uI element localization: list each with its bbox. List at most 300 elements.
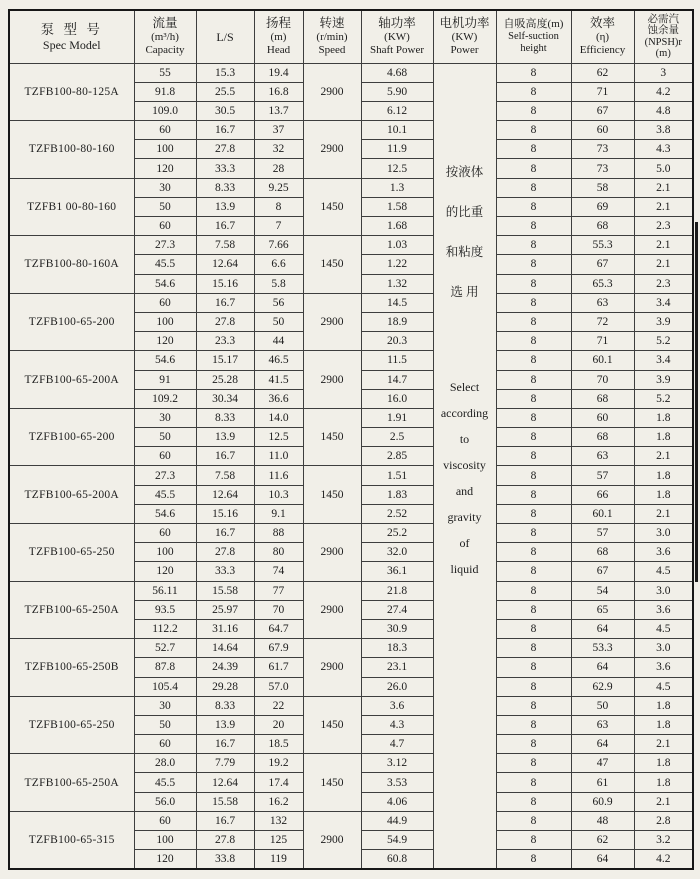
cell-efficiency: 71 — [571, 82, 634, 101]
cell-shaft-power: 4.68 — [361, 63, 433, 82]
cell-capacity: 30 — [134, 696, 196, 715]
cell-capacity: 50 — [134, 715, 196, 734]
cell-shaft-power: 3.6 — [361, 696, 433, 715]
header-npsh-l3: (NPSH)r — [644, 36, 682, 48]
cell-capacity: 30 — [134, 408, 196, 427]
motor-power-note-cell — [433, 63, 496, 869]
cell-speed: 2900 — [303, 811, 361, 869]
cell-speed: 1450 — [303, 408, 361, 466]
cell-shaft-power: 6.12 — [361, 101, 433, 120]
cell-efficiency: 63 — [571, 715, 634, 734]
cell-efficiency: 67 — [571, 255, 634, 274]
cell-efficiency: 60.1 — [571, 351, 634, 370]
cell-liters-per-second: 15.16 — [196, 274, 254, 293]
cell-liters-per-second: 27.8 — [196, 543, 254, 562]
cell-npsh: 2.1 — [634, 178, 693, 197]
cell-liters-per-second: 12.64 — [196, 255, 254, 274]
header-shaft-power-cn: 轴功率 — [378, 16, 416, 31]
cell-head: 36.6 — [254, 389, 303, 408]
cell-efficiency: 60.9 — [571, 792, 634, 811]
cell-head: 132 — [254, 811, 303, 830]
cell-self-suction: 8 — [496, 408, 571, 427]
cell-liters-per-second: 16.7 — [196, 447, 254, 466]
cell-capacity: 87.8 — [134, 658, 196, 677]
cell-capacity: 60 — [134, 524, 196, 543]
cell-head: 8 — [254, 197, 303, 216]
cell-model: TZFB100-80-160A — [9, 236, 134, 294]
cell-speed: 1450 — [303, 696, 361, 754]
header-capacity-unit: (m³/h) — [151, 31, 179, 44]
cell-self-suction: 8 — [496, 773, 571, 792]
cell-shaft-power: 26.0 — [361, 677, 433, 696]
cell-capacity: 54.6 — [134, 351, 196, 370]
power-note-line: Select — [449, 379, 480, 394]
cell-capacity: 60 — [134, 735, 196, 754]
power-note-line: of — [459, 535, 470, 550]
cell-self-suction: 8 — [496, 121, 571, 140]
cell-efficiency: 73 — [571, 140, 634, 159]
cell-efficiency: 62.9 — [571, 677, 634, 696]
cell-head: 11.0 — [254, 447, 303, 466]
header-shaft-power-unit: (KW) — [384, 31, 410, 44]
cell-head: 5.8 — [254, 274, 303, 293]
cell-npsh: 3.9 — [634, 312, 693, 331]
cell-shaft-power: 1.03 — [361, 236, 433, 255]
cell-efficiency: 70 — [571, 370, 634, 389]
cell-liters-per-second: 16.7 — [196, 217, 254, 236]
cell-liters-per-second: 30.5 — [196, 101, 254, 120]
header-head-cn: 扬程 — [265, 16, 291, 31]
cell-head: 19.4 — [254, 63, 303, 82]
cell-head: 11.6 — [254, 466, 303, 485]
cell-liters-per-second: 27.8 — [196, 140, 254, 159]
cell-model: TZFB100-65-200A — [9, 466, 134, 524]
cell-self-suction: 8 — [496, 715, 571, 734]
power-note-line: 按液体 — [445, 164, 484, 179]
cell-self-suction: 8 — [496, 600, 571, 619]
table-row — [9, 696, 693, 715]
cell-npsh: 4.3 — [634, 140, 693, 159]
cell-npsh: 4.2 — [634, 850, 693, 869]
cell-liters-per-second: 12.64 — [196, 485, 254, 504]
cell-head: 67.9 — [254, 639, 303, 658]
cell-self-suction: 8 — [496, 82, 571, 101]
header-head — [254, 10, 303, 63]
cell-npsh: 5.2 — [634, 332, 693, 351]
header-speed-cn: 转速 — [319, 16, 345, 31]
cell-efficiency: 60 — [571, 408, 634, 427]
cell-liters-per-second: 7.58 — [196, 236, 254, 255]
cell-shaft-power: 20.3 — [361, 332, 433, 351]
cell-liters-per-second: 13.9 — [196, 715, 254, 734]
cell-self-suction: 8 — [496, 754, 571, 773]
cell-shaft-power: 23.1 — [361, 658, 433, 677]
cell-head: 18.5 — [254, 735, 303, 754]
cell-head: 32 — [254, 140, 303, 159]
cell-self-suction: 8 — [496, 312, 571, 331]
cell-model: TZFB100-65-200A — [9, 351, 134, 409]
cell-self-suction: 8 — [496, 351, 571, 370]
cell-capacity: 27.3 — [134, 466, 196, 485]
cell-efficiency: 71 — [571, 332, 634, 351]
header-speed-en: Speed — [318, 44, 346, 57]
cell-head: 57.0 — [254, 677, 303, 696]
cell-npsh: 4.8 — [634, 101, 693, 120]
cell-npsh: 2.1 — [634, 447, 693, 466]
table-row — [9, 754, 693, 773]
cell-npsh: 1.8 — [634, 408, 693, 427]
cell-liters-per-second: 30.34 — [196, 389, 254, 408]
cell-efficiency: 67 — [571, 101, 634, 120]
cell-efficiency: 73 — [571, 159, 634, 178]
cell-self-suction: 8 — [496, 639, 571, 658]
cell-liters-per-second: 7.58 — [196, 466, 254, 485]
cell-capacity: 120 — [134, 159, 196, 178]
cell-liters-per-second: 15.16 — [196, 504, 254, 523]
cell-self-suction: 8 — [496, 619, 571, 638]
cell-capacity: 120 — [134, 562, 196, 581]
cell-npsh: 3.4 — [634, 351, 693, 370]
cell-speed: 2900 — [303, 63, 361, 121]
cell-speed: 2900 — [303, 581, 361, 639]
header-head-en: Head — [266, 44, 291, 57]
cell-model: TZFB100-65-250B — [9, 639, 134, 697]
cell-capacity: 109.2 — [134, 389, 196, 408]
cell-speed: 1450 — [303, 236, 361, 294]
cell-self-suction: 8 — [496, 696, 571, 715]
cell-liters-per-second: 15.58 — [196, 581, 254, 600]
header-speed-unit: (r/min) — [316, 31, 348, 44]
cell-shaft-power: 25.2 — [361, 524, 433, 543]
header-motor-power-en: Power — [450, 44, 479, 57]
cell-npsh: 1.8 — [634, 754, 693, 773]
cell-efficiency: 72 — [571, 312, 634, 331]
cell-liters-per-second: 25.97 — [196, 600, 254, 619]
cell-liters-per-second: 15.17 — [196, 351, 254, 370]
header-self-suction — [496, 10, 571, 63]
cell-self-suction: 8 — [496, 140, 571, 159]
cell-shaft-power: 4.06 — [361, 792, 433, 811]
table-row — [9, 178, 693, 197]
cell-head: 125 — [254, 831, 303, 850]
cell-head: 41.5 — [254, 370, 303, 389]
cell-liters-per-second: 33.3 — [196, 159, 254, 178]
cell-efficiency: 63 — [571, 293, 634, 312]
cell-liters-per-second: 8.33 — [196, 696, 254, 715]
cell-self-suction: 8 — [496, 332, 571, 351]
cell-model: TZFB100-65-200 — [9, 293, 134, 351]
cell-shaft-power: 2.85 — [361, 447, 433, 466]
cell-self-suction: 8 — [496, 236, 571, 255]
cell-model: TZFB100-65-250A — [9, 754, 134, 812]
power-note-line: according — [440, 405, 489, 420]
cell-capacity: 45.5 — [134, 485, 196, 504]
header-ls-label: L/S — [216, 29, 234, 44]
power-note-line: and — [455, 483, 474, 498]
cell-head: 56 — [254, 293, 303, 312]
table-row — [9, 351, 693, 370]
cell-self-suction: 8 — [496, 792, 571, 811]
cell-head: 16.8 — [254, 82, 303, 101]
cell-head: 37 — [254, 121, 303, 140]
cell-capacity: 50 — [134, 197, 196, 216]
cell-liters-per-second: 33.8 — [196, 850, 254, 869]
cell-shaft-power: 32.0 — [361, 543, 433, 562]
cell-efficiency: 57 — [571, 524, 634, 543]
cell-shaft-power: 27.4 — [361, 600, 433, 619]
cell-liters-per-second: 27.8 — [196, 312, 254, 331]
cell-model: TZFB100-65-250A — [9, 581, 134, 639]
cell-shaft-power: 5.90 — [361, 82, 433, 101]
cell-shaft-power: 4.7 — [361, 735, 433, 754]
header-motor-power-cn: 电机功率 — [439, 16, 490, 31]
cell-efficiency: 64 — [571, 735, 634, 754]
cell-head: 77 — [254, 581, 303, 600]
power-note-line: 和粘度 — [445, 244, 484, 259]
cell-self-suction: 8 — [496, 524, 571, 543]
cell-efficiency: 55.3 — [571, 236, 634, 255]
cell-npsh: 2.3 — [634, 274, 693, 293]
cell-npsh: 2.1 — [634, 255, 693, 274]
cell-head: 10.3 — [254, 485, 303, 504]
table-row — [9, 408, 693, 427]
header-efficiency-cn: 效率 — [589, 16, 615, 31]
cell-shaft-power: 18.9 — [361, 312, 433, 331]
cell-npsh: 1.8 — [634, 696, 693, 715]
cell-speed: 1450 — [303, 466, 361, 524]
cell-liters-per-second: 16.7 — [196, 121, 254, 140]
cell-model: TZFB100-65-200 — [9, 408, 134, 466]
cell-capacity: 60 — [134, 293, 196, 312]
table-row — [9, 639, 693, 658]
cell-model: TZFB100-65-250 — [9, 524, 134, 582]
cell-shaft-power: 3.12 — [361, 754, 433, 773]
cell-liters-per-second: 8.33 — [196, 408, 254, 427]
cell-efficiency: 65.3 — [571, 274, 634, 293]
header-capacity-cn: 流量 — [152, 16, 178, 31]
cell-efficiency: 48 — [571, 811, 634, 830]
cell-npsh: 2.8 — [634, 811, 693, 830]
cell-self-suction: 8 — [496, 389, 571, 408]
cell-self-suction: 8 — [496, 255, 571, 274]
cell-model: TZFB100-80-160 — [9, 121, 134, 179]
cell-npsh: 3.6 — [634, 658, 693, 677]
cell-liters-per-second: 23.3 — [196, 332, 254, 351]
cell-efficiency: 68 — [571, 217, 634, 236]
cell-shaft-power: 2.52 — [361, 504, 433, 523]
cell-liters-per-second: 29.28 — [196, 677, 254, 696]
cell-shaft-power: 1.51 — [361, 466, 433, 485]
cell-shaft-power: 54.9 — [361, 831, 433, 850]
cell-liters-per-second: 16.7 — [196, 293, 254, 312]
cell-shaft-power: 3.53 — [361, 773, 433, 792]
cell-head: 28 — [254, 159, 303, 178]
cell-speed: 2900 — [303, 293, 361, 351]
power-note-line: 选 用 — [450, 284, 479, 299]
cell-self-suction: 8 — [496, 543, 571, 562]
scan-edge-artifact — [695, 222, 698, 582]
power-note-line: gravity — [447, 509, 482, 524]
cell-npsh: 3 — [634, 63, 693, 82]
power-note-line: 的比重 — [445, 204, 484, 219]
cell-liters-per-second: 7.79 — [196, 754, 254, 773]
cell-liters-per-second: 8.33 — [196, 178, 254, 197]
cell-efficiency: 66 — [571, 485, 634, 504]
cell-npsh: 1.8 — [634, 715, 693, 734]
cell-shaft-power: 14.5 — [361, 293, 433, 312]
cell-shaft-power: 21.8 — [361, 581, 433, 600]
cell-efficiency: 63 — [571, 447, 634, 466]
cell-capacity: 54.6 — [134, 504, 196, 523]
cell-liters-per-second: 13.9 — [196, 428, 254, 447]
header-self-suction-en1: Self-suction — [508, 30, 559, 42]
cell-shaft-power: 1.91 — [361, 408, 433, 427]
cell-self-suction: 8 — [496, 562, 571, 581]
cell-npsh: 3.6 — [634, 543, 693, 562]
cell-npsh: 3.0 — [634, 581, 693, 600]
cell-speed: 2900 — [303, 121, 361, 179]
cell-npsh: 2.1 — [634, 236, 693, 255]
table-row — [9, 293, 693, 312]
cell-liters-per-second: 14.64 — [196, 639, 254, 658]
cell-capacity: 56.0 — [134, 792, 196, 811]
cell-npsh: 3.4 — [634, 293, 693, 312]
header-capacity-en: Capacity — [145, 44, 185, 57]
cell-capacity: 100 — [134, 831, 196, 850]
cell-efficiency: 62 — [571, 63, 634, 82]
header-npsh-l1: 必需汽 — [647, 13, 679, 25]
cell-head: 80 — [254, 543, 303, 562]
cell-liters-per-second: 24.39 — [196, 658, 254, 677]
cell-liters-per-second: 27.8 — [196, 831, 254, 850]
cell-shaft-power: 16.0 — [361, 389, 433, 408]
cell-shaft-power: 14.7 — [361, 370, 433, 389]
cell-capacity: 120 — [134, 850, 196, 869]
cell-head: 14.0 — [254, 408, 303, 427]
cell-shaft-power: 30.9 — [361, 619, 433, 638]
cell-capacity: 60 — [134, 447, 196, 466]
cell-capacity: 54.6 — [134, 274, 196, 293]
cell-head: 12.5 — [254, 428, 303, 447]
cell-self-suction: 8 — [496, 293, 571, 312]
table-body — [9, 63, 693, 869]
power-note-line: liquid — [450, 561, 479, 576]
cell-efficiency: 69 — [571, 197, 634, 216]
cell-npsh: 3.9 — [634, 370, 693, 389]
cell-shaft-power: 1.83 — [361, 485, 433, 504]
cell-capacity: 60 — [134, 217, 196, 236]
cell-self-suction: 8 — [496, 370, 571, 389]
cell-efficiency: 64 — [571, 850, 634, 869]
cell-shaft-power: 10.1 — [361, 121, 433, 140]
cell-head: 20 — [254, 715, 303, 734]
cell-capacity: 27.3 — [134, 236, 196, 255]
cell-liters-per-second: 12.64 — [196, 773, 254, 792]
cell-shaft-power: 1.58 — [361, 197, 433, 216]
cell-head: 88 — [254, 524, 303, 543]
cell-efficiency: 54 — [571, 581, 634, 600]
cell-liters-per-second: 15.58 — [196, 792, 254, 811]
power-note-line: viscosity — [443, 457, 486, 472]
header-speed — [303, 10, 361, 63]
cell-efficiency: 68 — [571, 428, 634, 447]
cell-efficiency: 60 — [571, 121, 634, 140]
cell-efficiency: 67 — [571, 562, 634, 581]
cell-efficiency: 60.1 — [571, 504, 634, 523]
cell-head: 74 — [254, 562, 303, 581]
cell-model: TZFB100-65-250 — [9, 696, 134, 754]
cell-shaft-power: 4.3 — [361, 715, 433, 734]
cell-head: 70 — [254, 600, 303, 619]
cell-capacity: 100 — [134, 543, 196, 562]
cell-capacity: 50 — [134, 428, 196, 447]
cell-head: 17.4 — [254, 773, 303, 792]
cell-npsh: 3.0 — [634, 524, 693, 543]
cell-efficiency: 53.3 — [571, 639, 634, 658]
header-spec-model-cn: 泵 型 号 — [40, 21, 103, 37]
cell-shaft-power: 2.5 — [361, 428, 433, 447]
cell-npsh: 2.1 — [634, 735, 693, 754]
cell-npsh: 1.8 — [634, 485, 693, 504]
cell-shaft-power: 1.22 — [361, 255, 433, 274]
cell-capacity: 28.0 — [134, 754, 196, 773]
cell-efficiency: 64 — [571, 658, 634, 677]
cell-capacity: 100 — [134, 140, 196, 159]
cell-liters-per-second: 13.9 — [196, 197, 254, 216]
cell-self-suction: 8 — [496, 850, 571, 869]
cell-npsh: 3.2 — [634, 831, 693, 850]
cell-efficiency: 65 — [571, 600, 634, 619]
cell-self-suction: 8 — [496, 217, 571, 236]
cell-capacity: 100 — [134, 312, 196, 331]
cell-shaft-power: 1.68 — [361, 217, 433, 236]
header-spec-model — [9, 10, 134, 63]
header-row — [9, 10, 693, 63]
cell-capacity: 55 — [134, 63, 196, 82]
cell-shaft-power: 44.9 — [361, 811, 433, 830]
cell-npsh: 2.3 — [634, 217, 693, 236]
table-row — [9, 466, 693, 485]
cell-liters-per-second: 16.7 — [196, 811, 254, 830]
cell-self-suction: 8 — [496, 811, 571, 830]
cell-npsh: 5.2 — [634, 389, 693, 408]
header-head-unit: (m) — [270, 31, 287, 44]
cell-shaft-power: 12.5 — [361, 159, 433, 178]
cell-speed: 1450 — [303, 178, 361, 236]
cell-efficiency: 62 — [571, 831, 634, 850]
cell-shaft-power: 18.3 — [361, 639, 433, 658]
cell-npsh: 4.2 — [634, 82, 693, 101]
header-npsh-l4: (m) — [655, 48, 671, 60]
cell-npsh: 2.1 — [634, 792, 693, 811]
cell-speed: 2900 — [303, 524, 361, 582]
cell-npsh: 4.5 — [634, 619, 693, 638]
cell-npsh: 1.8 — [634, 773, 693, 792]
cell-capacity: 45.5 — [134, 255, 196, 274]
table-row — [9, 524, 693, 543]
cell-liters-per-second: 25.28 — [196, 370, 254, 389]
cell-npsh: 3.8 — [634, 121, 693, 140]
cell-self-suction: 8 — [496, 831, 571, 850]
cell-self-suction: 8 — [496, 428, 571, 447]
table-row — [9, 63, 693, 82]
cell-head: 13.7 — [254, 101, 303, 120]
table-row — [9, 811, 693, 830]
header-spec-model-en: Spec Model — [42, 37, 101, 52]
cell-liters-per-second: 16.7 — [196, 735, 254, 754]
header-efficiency-en: Efficiency — [579, 44, 626, 57]
cell-shaft-power: 36.1 — [361, 562, 433, 581]
